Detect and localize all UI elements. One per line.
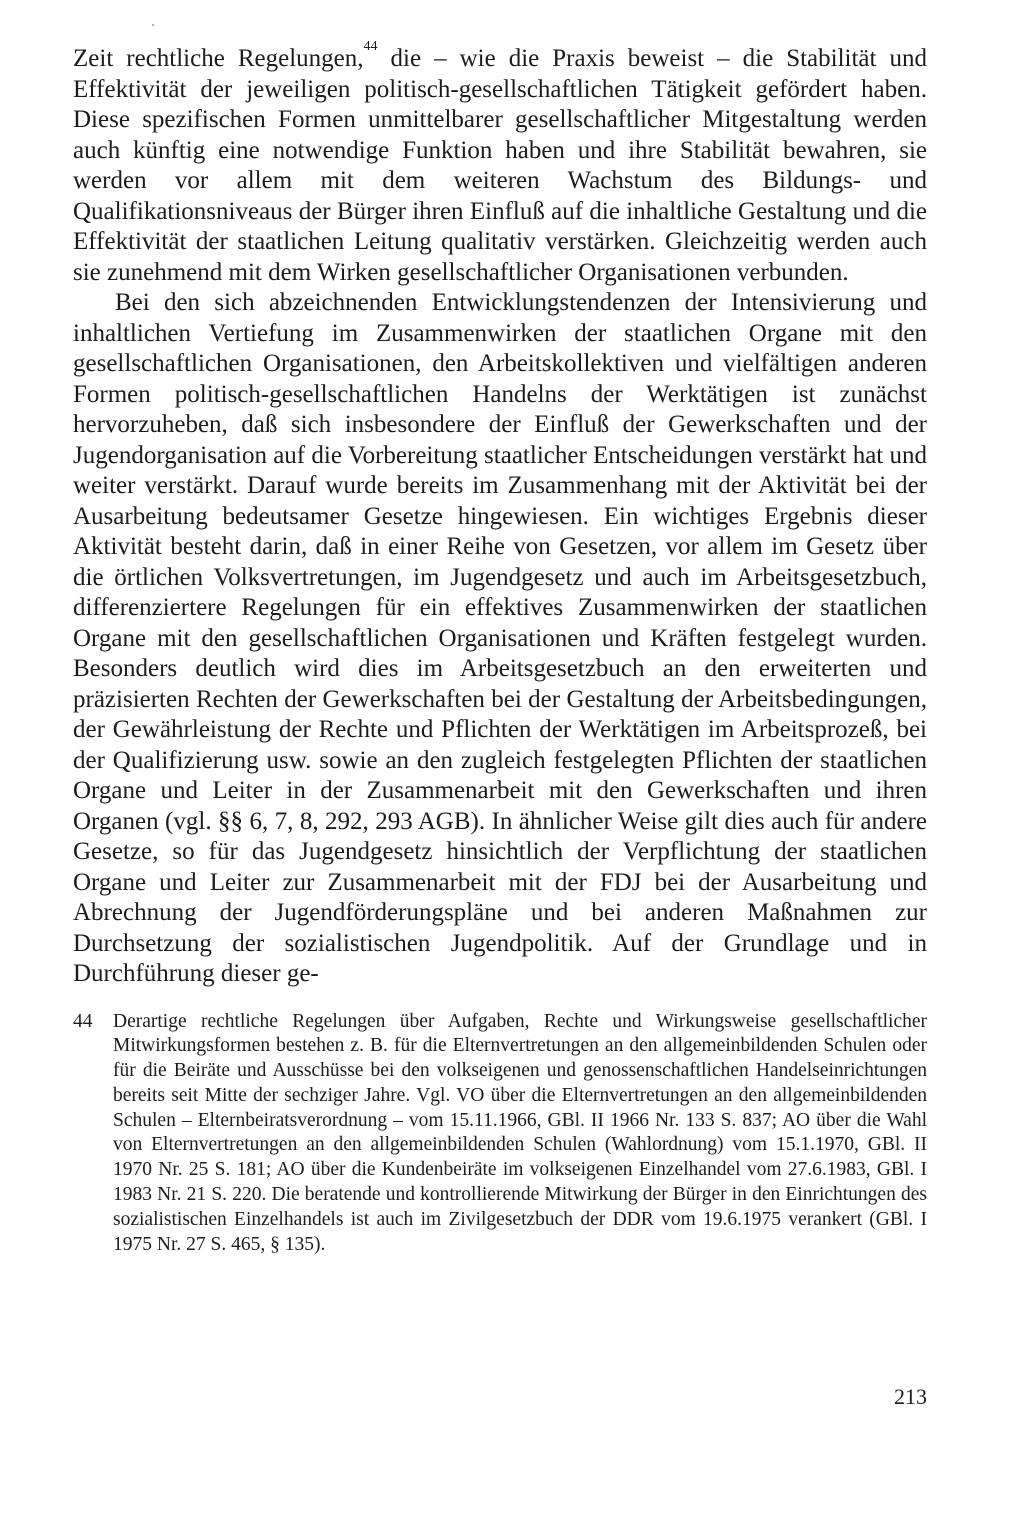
paragraph-1-start: Zeit rechtliche Regelungen, bbox=[73, 45, 364, 72]
page-number: 213 bbox=[894, 1384, 927, 1409]
scan-speck bbox=[152, 24, 154, 26]
footnote-number: 44 bbox=[73, 1010, 93, 1032]
footnotes bbox=[73, 1010, 927, 1258]
paragraph-1-rest: die – wie die Praxis beweist – die Stabilität und Effektivität der jeweiligen politisch-gesellschaftlichen Tätigkeit gefördert haben. Diese spezifischen Formen unmittelbarer gesellschaftlicher Mitgestaltung werden auch künftig eine notwendige Funktion haben und ihre Stabilität bewahren, sie werden vor allem mit dem weiteren Wachstum des Bildungs- und Qualifikationsniveaus der Bürger ihren Einfluß auf die inhaltliche Gestaltung und die Effektivität der staatlichen Leitung qualitativ verstärken. Gleichzeitig werden auch sie zunehmend mit dem Wirken gesellschaftlicher Organisationen verbunden. bbox=[73, 45, 927, 286]
footnote-44 bbox=[73, 1010, 927, 1258]
paragraph-2: Bei den sich abzeichnenden Entwicklungstendenzen der Intensivierung und inhaltlichen Vertiefung im Zusammenwirken der staatlichen Organe mit den gesellschaftlichen Organisationen, den Arbeitskollektiven und vielfältigen anderen Formen politisch-gesellschaftlichen Handelns der Werktätigen ist zunächst hervorzuheben, daß sich insbesondere der Einfluß der Gewerkschaften und der Jugendorganisation auf die Vorbereitung staatlicher Entscheidungen verstärkt hat und weiter verstärkt. Darauf wurde bereits im Zusammenhang mit der Aktivität bei der Ausarbeitung bedeutsamer Gesetze hingewiesen. Ein wichtiges Ergebnis dieser Aktivität besteht darin, daß in einer Reihe von Gesetzen, vor allem im Gesetz über die örtlichen Volksvertretungen, im Jugendgesetz und auch im Arbeitsgesetzbuch, differenziertere Regelungen für ein effektives Zusammenwirken der staatlichen Organe mit den gesellschaftlichen Organisationen und Kräften festgelegt wurden. Besonders deutlich wird dies im Arbeitsgesetzbuch an den erweiterten und präzisierten Rechten der Gewerkschaften bei der Gestaltung der Arbeitsbedingungen, der Gewährleistung der Rechte und Pflichten der Werktätigen im Arbeitsprozeß, bei der Qualifizierung usw. sowie an den zugleich festgelegten Pflichten der staatlichen Organe und Leiter in der Zusammenarbeit mit den Gewerkschaften und ihren Organen (vgl. §§ 6, 7, 8, 292, 293 AGB). In ähnlicher Weise gilt dies auch für andere Gesetze, so für das Jugendgesetz hinsichtlich der Verpflichtung der staatlichen Organe und Leiter zur Zusammenarbeit mit der FDJ bei der Ausarbeitung und Abrechnung der Jugendförderungspläne und bei anderen Maßnahmen zur Durchsetzung der sozialistischen Jugendpolitik. Auf der Grundlage und in Durchführung dieser ge- bbox=[73, 289, 927, 987]
footnote-text: Derartige rechtliche Regelungen über Aufgaben, Rechte und Wirkungsweise gesellschaftlicher Mitwirkungsformen bestehen z. B. für die Elternvertretungen an den allgemeinbildenden Schulen oder für die Beiräte und Ausschüsse bei den volkseigenen und genossenschaftlichen Handelseinrichtungen bereits seit Mitte der sechziger Jahre. Vgl. VO über die Elternvertretungen an den allgemeinbildenden Schulen – Elternbeiratsverordnung – vom 15.11.1966, GBl. II 1966 Nr. 133 S. 837; AO über die Wahl von Elternvertretungen an den allgemeinbildenden Schulen (Wahlordnung) vom 15.1.1970, GBl. II 1970 Nr. 25 S. 181; AO über die Kundenbeiräte im volkseigenen Einzelhandel vom 27.6.1983, GBl. I 1983 Nr. 21 S. 220. Die beratende und kontrollierende Mitwirkung der Bürger in den Einrichtungen des sozialistischen Einzelhandels ist auch im Zivilgesetzbuch der DDR vom 19.6.1975 verankert (GBl. I 1975 Nr. 27 S. 465, § 135). bbox=[113, 1010, 927, 1255]
main-text bbox=[73, 39, 927, 990]
footnote-reference: 44 bbox=[363, 39, 378, 54]
paragraph-1 bbox=[73, 39, 927, 288]
page-content bbox=[73, 39, 927, 1257]
